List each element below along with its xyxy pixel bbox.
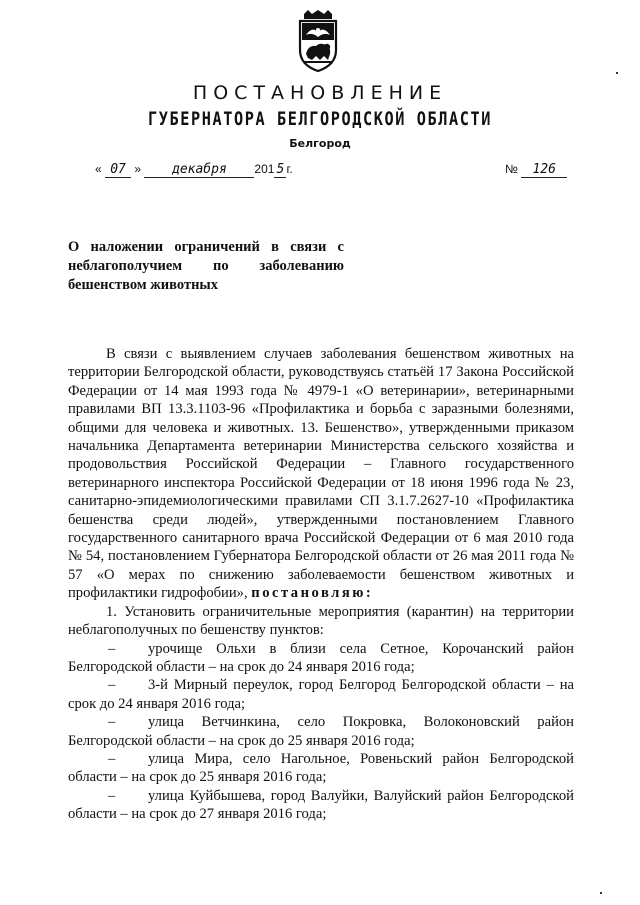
document-subject [68, 238, 344, 295]
date-year-suffix: 5 [274, 162, 286, 178]
list-item-text: урочище Ольхи в близи села Сетное, Корочанский район Белгородской области – на срок до 24 января 2016 года; [68, 640, 574, 675]
date-close-quote: » [134, 162, 142, 176]
list-item [68, 787, 574, 824]
date-day: 07 [105, 162, 131, 178]
number-label: № [505, 162, 518, 176]
list-dash: – [108, 750, 116, 767]
scan-speck [616, 72, 618, 74]
list-dash: – [108, 714, 116, 731]
list-dash: – [108, 787, 116, 804]
list-item [68, 676, 574, 713]
date-year-prefix: 201 [254, 162, 275, 176]
issuing-authority: ГУБЕРНАТОРА БЕЛГОРОДСКОЙ ОБЛАСТИ [147, 108, 493, 130]
document-type-title: ПОСТАНОВЛЕНИЕ [192, 82, 448, 104]
item-1: 1. Установить ограничительные мероприятия (карантин) на территории неблагополучных по бешенству пунктов: [68, 603, 574, 639]
date-open-quote: « [95, 162, 102, 176]
list-item [68, 713, 574, 750]
document-number-line [505, 162, 567, 178]
document-number: 126 [521, 162, 567, 178]
city-name: Белгород [289, 137, 351, 150]
date-year-end: г. [286, 162, 293, 176]
date-line [95, 162, 293, 178]
preamble-paragraph [68, 345, 574, 603]
list-item [68, 640, 574, 677]
list-item-text: улица Ветчинкина, село Покровка, Волоконовский район Белгородской области – на срок до 25 января 2016 года; [68, 714, 574, 749]
list-dash: – [108, 640, 116, 657]
subject-line-1: О наложении ограничений в связи с [68, 239, 344, 255]
preamble-text: В связи с выявлением случаев заболевания бешенством животных на территории Белгородской области, руководствуясь статьёй 17 Закона Российской Федерации от 14 мая 1993 года № 4979-1 «О ветеринарии», ветеринарными правилами ВП 13.3.1103-96 «Профилактика и борьба с заразными болезнями, общими для человека и животных. 13. Бешенство», утвержденными приказом начальника Департамента ветеринарии Министерства сельского хозяйства и продовольствия Российской Федерации – Главного государственного ветеринарного инспектора Российской Федерации от 18 июня 1996 года № 23, санитарно-эпидемиологическими правилами СП 3.1.7.2627-10 «Профилактика бешенства среди людей», утвержденными постановлением Главного государственного санитарного врача Российской Федерации от 6 мая 2010 года № 54, постановлением Губернатора Белгородской области от 26 мая 2011 года № 57 «О мерах по снижению заболеваемости бешенством животных и профилактики гидрофобии», [68, 346, 574, 602]
list-item-text: 3-й Мирный переулок, город Белгород Белгородской области – на срок до 24 января 2016 года; [68, 677, 574, 712]
list-item-text: улица Мира, село Нагольное, Ровеньский район Белгородской области – на срок до 25 января 2016 года; [68, 750, 574, 786]
coat-of-arms-icon [286, 10, 350, 72]
subject-line-3: бешенством животных [68, 277, 218, 293]
list-item [68, 750, 574, 787]
date-month: декабря [144, 162, 254, 178]
decree-word: постановляю: [251, 585, 374, 602]
scan-speck [600, 892, 602, 894]
list-dash: – [108, 677, 116, 694]
subject-line-2: неблагополучием по заболеванию [68, 258, 344, 274]
list-item-text: улица Куйбышева, город Валуйки, Валуйский район Белгородской области – на срок до 27 января 2016 года; [68, 787, 574, 823]
document-body [68, 345, 574, 824]
